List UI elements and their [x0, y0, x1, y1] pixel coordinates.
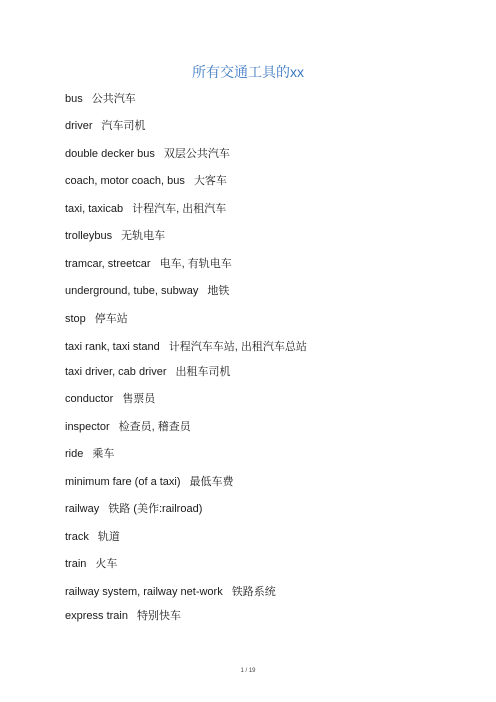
- vocabulary-entry: [65, 120, 146, 133]
- chinese-term: 计程汽车车站, 出租汽车总站: [168, 341, 307, 353]
- chinese-term: 售票员: [122, 393, 156, 405]
- chinese-term: 地铁: [207, 285, 230, 297]
- chinese-term: 大客车: [193, 175, 227, 187]
- vocabulary-entry: [65, 148, 230, 161]
- english-term: driver: [65, 120, 93, 132]
- vocabulary-entry: [65, 175, 227, 188]
- english-term: tramcar, streetcar: [65, 258, 151, 270]
- english-term: double decker bus: [65, 148, 155, 160]
- vocabulary-entry: [65, 258, 232, 271]
- vocabulary-entry: [65, 341, 307, 354]
- english-term: railway: [65, 503, 100, 515]
- vocabulary-entry: [65, 313, 128, 326]
- vocabulary-entry: [65, 558, 117, 571]
- chinese-term: 检查员, 稽查员: [118, 421, 191, 433]
- english-term: minimum fare (of a taxi): [65, 476, 181, 488]
- english-term: ride: [65, 448, 84, 460]
- chinese-term: 出租车司机: [175, 366, 231, 378]
- english-term: taxi driver, cab driver: [65, 366, 167, 378]
- chinese-term: 无轨电车: [121, 230, 166, 242]
- vocabulary-entry: [65, 476, 234, 489]
- vocabulary-entry: [65, 421, 191, 434]
- english-term: taxi rank, taxi stand: [65, 341, 160, 353]
- english-term: coach, motor coach, bus: [65, 175, 185, 187]
- vocabulary-entry: [65, 503, 202, 516]
- chinese-term: 火车: [95, 558, 118, 570]
- chinese-term: 轨道: [97, 531, 120, 543]
- english-term: express train: [65, 610, 128, 622]
- chinese-term: 公共汽车: [91, 93, 136, 105]
- chinese-term: 双层公共汽车: [163, 148, 230, 160]
- english-term: train: [65, 558, 87, 570]
- vocabulary-entry: [65, 285, 229, 298]
- vocabulary-entry: [65, 230, 165, 243]
- english-term: inspector: [65, 421, 110, 433]
- vocabulary-entry: [65, 586, 276, 599]
- chinese-term: 铁路 (美作:railroad): [108, 503, 203, 515]
- english-term: conductor: [65, 393, 114, 405]
- chinese-term: 电车, 有轨电车: [159, 258, 232, 270]
- vocabulary-entry: [65, 366, 230, 379]
- english-term: underground, tube, subway: [65, 285, 199, 297]
- chinese-term: 最低车费: [189, 476, 234, 488]
- page-number: 1 / 19: [240, 668, 256, 674]
- vocabulary-entry: [65, 531, 120, 544]
- english-term: taxi, taxicab: [65, 203, 124, 215]
- vocabulary-entry: [65, 393, 155, 406]
- vocabulary-entry: [65, 203, 226, 216]
- english-term: stop: [65, 313, 86, 325]
- chinese-term: 停车站: [94, 313, 128, 325]
- english-term: trolleybus: [65, 230, 113, 242]
- chinese-term: 汽车司机: [101, 120, 146, 132]
- document-title: 所有交通工具的xx: [192, 64, 304, 80]
- vocabulary-entry: [65, 610, 181, 623]
- chinese-term: 铁路系统: [231, 586, 276, 598]
- vocabulary-entry: [65, 448, 114, 461]
- chinese-term: 计程汽车, 出租汽车: [132, 203, 227, 215]
- english-term: bus: [65, 93, 83, 105]
- vocabulary-entry: [65, 93, 136, 106]
- chinese-term: 乘车: [92, 448, 115, 460]
- english-term: railway system, railway net-work: [65, 586, 223, 598]
- chinese-term: 特别快车: [136, 610, 181, 622]
- english-term: track: [65, 531, 89, 543]
